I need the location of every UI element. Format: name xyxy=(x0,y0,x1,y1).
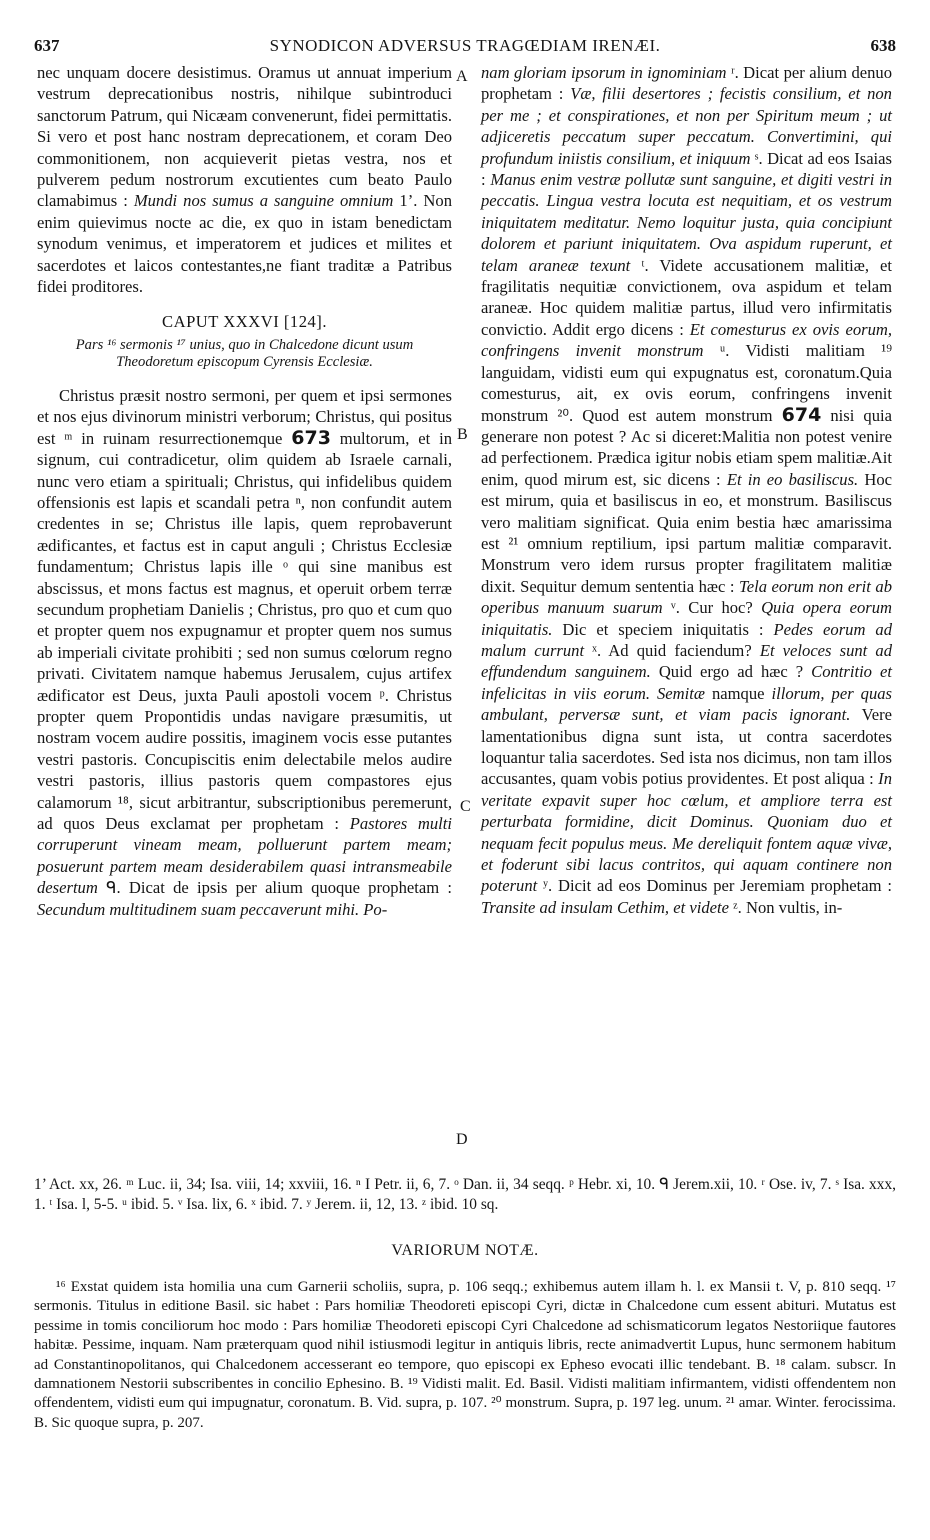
column-marker-673: 673 xyxy=(291,426,331,449)
margin-letter-c: C xyxy=(460,798,471,815)
left-page-number: 637 xyxy=(34,36,60,55)
left-paragraph-2: Christus præsit nostro sermoni, per quem et ipsi sermones et nos ejus divinorum ministri verborum; Christus, qui positus est ᵐ in ruinam resurrectionemque 673 multorum, et in signum, cui contradicetur, olim quidem ab Israele carnali, nunc vero etiam a spirituali; Christus, qui infidelibus quidem offensionis est lapis et scandali petra ⁿ, non confundit autem credentes in se; Christus ille lapis, quem reprobaverunt ædificantes, et factus est in caput anguli ; Christus Ecclesiæ fundamentum; Christus lapis ille ᵒ qui sine manibus est abscissus, et mons factus est magnus, et operuit orbem terræ secundum prophetiam Danielis ; Christus, pro quo et cum quo et propter quem nos expugnamur et propter quem nos sumus ab imperiali civitate prohibiti ; sed non sumus cœlorum regno privati. Civitatem namque habemus Jerusalem, cujus artifex ædificator est Deus, juxta Pauli apostoli vocem ᵖ. Christus propter quem Propontidis undas navigare præsumitis, ut nostram vocem audire possitis, imaginem vocis esse putantes vestri pastoris. Concupiscitis enim delectabile melos audire vestri pastoris, illius pastoris quem compastores ejus calamorum ¹⁸, sicut arbitrantur, subscriptionibus peremerunt, ad quos Deus exclamat per prophetam : Pastores multi corruperunt vineam meam, polluerunt partem meam; posuerunt partem meam desiderabilem quasi intransmeabile desertum ᑫ. Dicat de ipsis per alium quoque prophetam : Secundum multitudinem suam peccaverunt mihi. Po- xyxy=(37,385,452,919)
notes-heading: VARIORUM NOTÆ. xyxy=(391,1242,539,1259)
quotation: Pastores multi corruperunt vineam meam, polluerunt partem meam; posuerunt partem meam desiderabilem quasi intransmeabile desertum xyxy=(37,814,452,898)
left-column xyxy=(37,62,452,920)
left-paragraph-1: nec unquam docere desistimus. Oramus ut annuat imperium vestrum deprecationibus nostris, nihilque subintroduci sanctorum Patrum, qui Nicæam convenerunt, fidei permittatis. Si vero et post hanc nostram deprecationem, et coram Deo commonitionem, non acquieverit pietas vestra, nos et pulverem pedum nostrorum excutientes cum beato Paulo clamabimus : Mundi nos sumus a sanguine omnium 1’. Non enim quievimus nocte ac die, ex quo in istam benedictam synodum venimus, et imperatorem et judices et milites et sacerdotes et laicos contestantes,ne fiant traditæ a Patribus fidei proditores. xyxy=(37,63,453,297)
right-paragraph: nam gloriam ipsorum in ignominiam ʳ. Dicat per alium denuo prophetam : Væ, filii desertores ; fecistis consilium, et non per me ; et conspirationes, et non per Spiritum meum ; ut adjiceretis peccatum super peccatum. Convertimini, qui profundum iniistis consilium, et iniquum ˢ. Dicat ad eos Isaias : Manus enim vestræ pollutæ sunt sanguine, et digiti vestri in peccatis. Lingua vestra locuta est nequitiam, et os vestrum iniquitatem meditatur. Nemo loquitur justa, quia concipiunt dolorem et pariunt iniquitatem. Ova aspidum ruperunt, et telam araneæ texunt ᵗ. Videte accusationem malitiæ, et fragilitatis nequitiæ convictionem, ova aspidum et telam araneæ. Hoc quidem malitiæ partus, illud vero infirmitatis convictio. Addit ergo dicens : Et comesturus ex ovis eorum, confringens invenit monstrum ᵘ. Vidisti malitiam ¹⁹ languidam, vidisti eum qui expugnatus est, coronatum.Quia comesturus, ait, ex ovis eorum, confringens invenit monstrum ²⁰. Quod est autem monstrum 674 nisi quia generare non potest ? Ac si diceret:Malitia non potest venire ad perfectionem. Prædica igitur nobis etiam spem malitiæ.Ait enim, quod mirum est, sic dicens : Et in eo basiliscus. Hoc est mirum, quia et basiliscus in eo, et monstrum. Basiliscus vero malitiam significat. Quia enim bestia hæc amarissima est ²¹ omnium reptilium, ipsi partum malitiæ comparavit. Monstrum vero idem rursus propter fragilitatem malitiæ dixit. Sequitur demum sententia hæc : Tela eorum non erit ab operibus manuum suarum ᵛ. Cur hoc? Quia opera eorum iniquitatis. Dic et speciem iniquitatis : Pedes eorum ad malum currunt ˣ. Ad quid faciendum? Et veloces sunt ad effundendum sanguinem. Quid ergo ad hæc ? Contritio et infelicitas in viis eorum. Semitæ namque illorum, per quas ambulant, perversæ sunt, et viam pacis ignorant. Vere lamentationibus digna sunt ista, ut contra sacerdotes loquantur talia sacerdotes. Sed ista nos dicimus, non tam illos accusantes, quam vobis potius providentes. Et post aliqua : In veritate expavit super hoc cœlum, et ampliore terra est perturbata formidine, dicit Dominus. Quoniam duo et nequam fecit populus meus. Me dereliquit fontem aquæ vivæ, et foderunt sibi lacus contritos, qui aquam continere non poterunt ʸ. Dicit ad eos Dominus per Jeremiam prophetam : Transite ad insulam Cethim, et videte ᶻ. Non vultis, in- xyxy=(481,63,893,917)
chapter-subtitle: Pars ¹⁶ sermonis ¹⁷ unius, quo in Chalcedone dicunt usum Theodoretum episcopum Cyrensis Ecclesiæ. xyxy=(75,336,414,370)
chapter-heading: CAPUT XXXVI [124]. xyxy=(162,312,327,332)
column-marker-674: 674 xyxy=(781,403,822,426)
right-column xyxy=(481,62,892,918)
variorum-notes xyxy=(34,1278,896,1433)
margin-letter-b: B xyxy=(457,426,468,443)
margin-letter-d: D xyxy=(456,1131,468,1148)
running-title: SYNODICON ADVERSUS TRAGŒDIAM IRENÆI. xyxy=(269,36,661,55)
margin-letter-a: A xyxy=(456,68,468,85)
quotation: Secundum multitudinem suam peccaverunt mihi. Po- xyxy=(37,899,388,919)
notes-text: ¹⁶ Exstat quidem ista homilia una cum Garnerii scholiis, supra, p. 106 seqq.; exhibemus autem illam h. l. ex Mansii t. V, p. 810 seqq. ¹⁷ sermonis. Titulus in editione Basil. sic habet : Pars homiliæ Theodoreti episcopi Cyri, dictæ in Chalcedone cum essent abituri. Mutatus est pessime in tomis conciliorum hoc modo : Pars homiliæ Theodoreti episcopi Cyri Chalcedone ad schismaticorum legatos Nestoriique fautores habitæ. Pessime, inquam. Nam præterquam quod nihil istiusmodi legitur in antiquis libris, recte animadvertit Lupus, hunc sermonem habitum ad Constantinopolitanos, qui Chalcedonem accesserant eo tempore, quo episcopi ex Epheso evocati illic tendebant. B. ¹⁸ calam. subscr. In damnationem Nestorii subscribentes in concilio Ephesino. B. ¹⁹ Vidisti malit. Ed. Basil. Vidisti malitiam infirmantem, vidisti offendentem non offendentem, vidisti eum qui impugnatur, coronatum. B. Vid. supra, p. 107. ²⁰ monstrum. Supra, p. 197 leg. unum. ²¹ amar. Winter. ferocissima. B. Sic quoque supra, p. 207. xyxy=(34,1279,896,1431)
quotation: Mundi nos sumus a sanguine omnium xyxy=(133,191,394,211)
scripture-references: 1’ Act. xx, 26. ᵐ Luc. ii, 34; Isa. viii, 14; xxviii, 16. ⁿ I Petr. ii, 6, 7. ᵒ Dan. ii, 34 seqq. ᵖ Hebr. xi, 10. ᑫ Jerem.xii, 10. ʳ Ose. iv, 7. ˢ Isa. xxx, 1. ᵗ Isa. l, 5-5. ᵘ ibid. 5. ᵛ Isa. lix, 6. ˣ ibid. 7. ʸ Jerem. ii, 12, 13. ᶻ ibid. 10 sq. xyxy=(34,1176,896,1213)
right-page-number: 638 xyxy=(870,36,896,55)
running-header xyxy=(34,36,896,64)
